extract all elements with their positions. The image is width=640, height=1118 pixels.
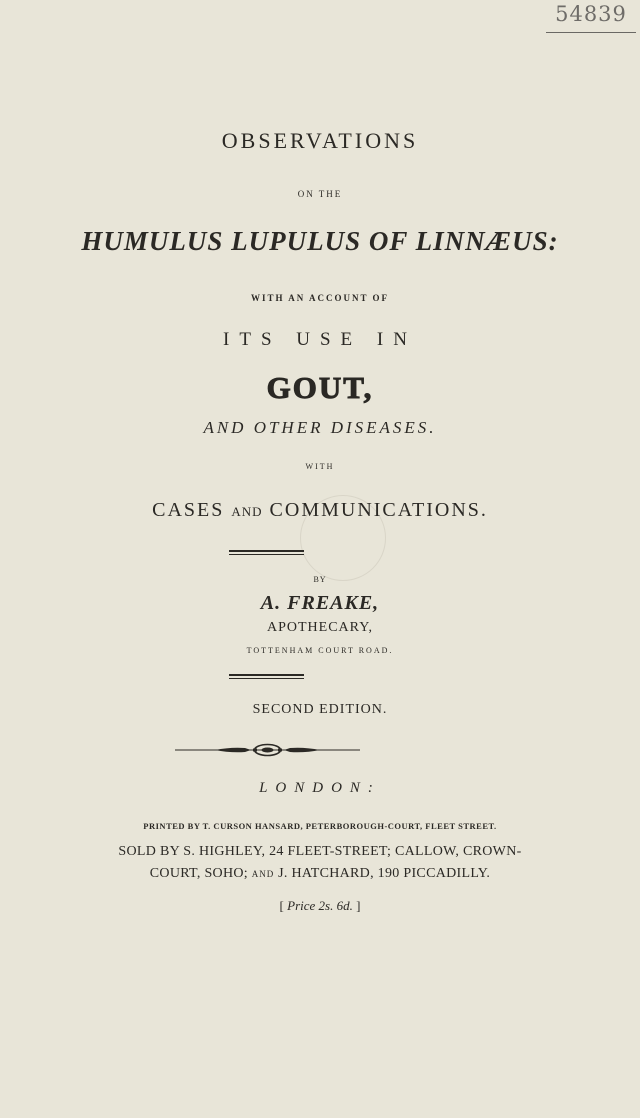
title-gout: GOUT, bbox=[266, 370, 374, 405]
shelfmark-underline bbox=[546, 32, 636, 33]
title-its-use-in: ITS USE IN bbox=[223, 329, 417, 350]
imprint-sold-line-2 bbox=[0, 866, 640, 882]
title-observations: OBSERVATIONS bbox=[221, 128, 419, 153]
price-bracket-open: [ bbox=[279, 898, 284, 913]
double-rule-top bbox=[229, 550, 304, 555]
imprint-city: LONDON: bbox=[259, 780, 381, 796]
title-and: AND bbox=[231, 504, 263, 519]
title-humulus-lupulus: HUMULUS LUPULUS OF LINNÆUS: bbox=[81, 226, 559, 256]
title-with: WITH bbox=[305, 462, 335, 471]
author-by: BY bbox=[313, 575, 327, 584]
imprint-printer: PRINTED BY T. CURSON HANSARD, PETERBOROUGH-COURT, FLEET STREET. bbox=[143, 821, 497, 831]
author-name: A. FREAKE, bbox=[260, 592, 380, 614]
price-text: Price 2s. 6d. bbox=[287, 898, 353, 913]
title-cases-and-communications bbox=[0, 499, 640, 522]
ornamental-rule bbox=[175, 742, 360, 758]
imprint-sold-line-1: SOLD BY S. HIGHLEY, 24 FLEET-STREET; CALLOW, CROWN- bbox=[118, 844, 522, 859]
author-profession: APOTHECARY, bbox=[266, 620, 374, 635]
shelfmark-number: 54839 bbox=[555, 2, 627, 26]
double-rule-bottom bbox=[229, 674, 304, 679]
price-line bbox=[0, 898, 640, 914]
title-other-diseases: AND OTHER DISEASES. bbox=[203, 418, 437, 437]
imprint-hatchard: J. HATCHARD, 190 PICCADILLY. bbox=[278, 866, 491, 881]
title-cases: CASES bbox=[152, 499, 225, 521]
edition-statement: SECOND EDITION. bbox=[252, 702, 388, 717]
price-bracket-close: ] bbox=[356, 898, 361, 913]
title-with-an-account: WITH AN ACCOUNT OF bbox=[250, 293, 390, 303]
author-address: TOTTENHAM COURT ROAD. bbox=[246, 646, 394, 655]
title-on-the: ON THE bbox=[297, 189, 343, 199]
imprint-and: AND bbox=[251, 869, 275, 879]
title-communications: COMMUNICATIONS. bbox=[269, 499, 488, 521]
imprint-court-soho: COURT, SOHO; bbox=[149, 866, 248, 881]
